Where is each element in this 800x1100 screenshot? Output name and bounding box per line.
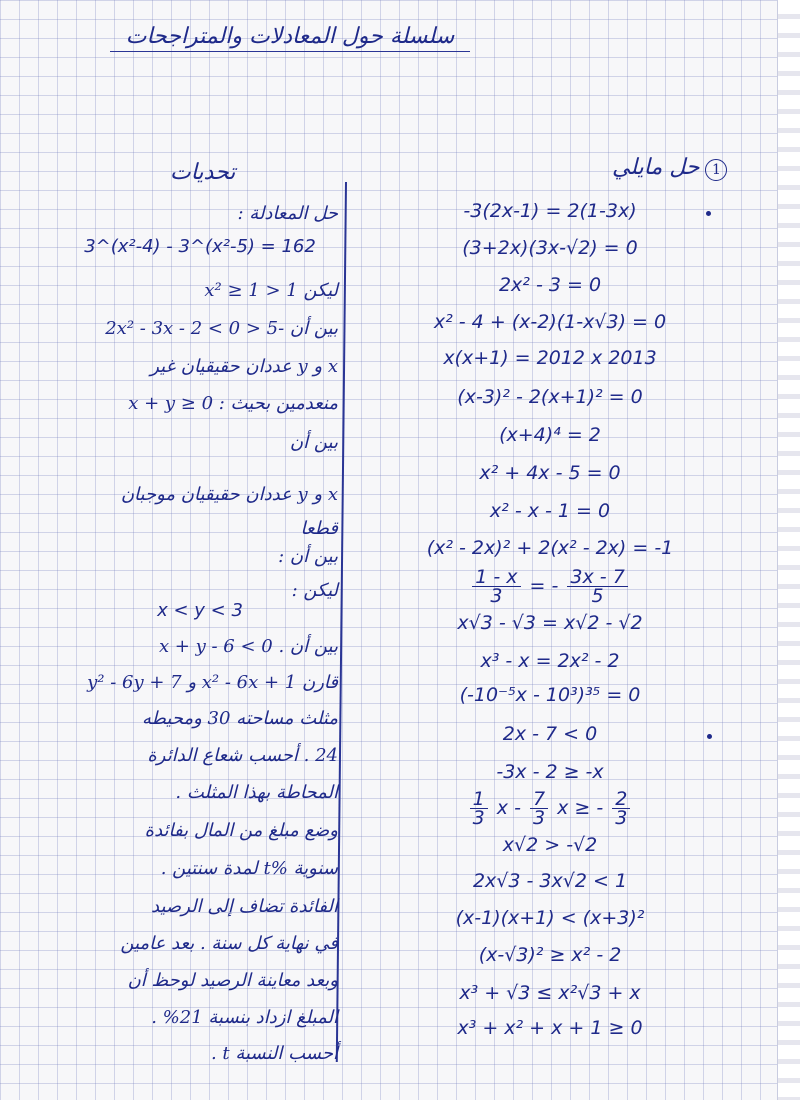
notebook-edge [777,0,800,1100]
frac-denominator: 3 [532,807,546,829]
exercise-number: 1 [705,159,727,181]
challenge-5-condition: x < y < 3 [157,600,243,621]
challenge-2-prove: بين أن -5 < 2x² - 3x - 2 < 0 [105,318,338,339]
frac-numerator: 1 [470,790,488,809]
equation-9: x² - x - 1 = 0 [489,500,611,522]
challenge-5-text: ليكن : [291,580,338,601]
column-divider [336,182,347,1062]
right-heading-text: حل مايلي [612,155,700,180]
frac-denominator: 3 [472,807,485,829]
challenge-7-line-1: وضع مبلغ من المال بفائدة [144,820,338,841]
challenge-5-compare: قارن x² - 6x + 1 و y² - 6y + 7 [87,672,338,693]
equation-11 [385,568,715,605]
equation-1: -3(2x-1) = 2(1-3x) [463,200,637,222]
frac-denominator: 3 [490,585,503,607]
frac-operator: x - [496,797,521,819]
inequation-3 [385,790,715,827]
challenge-3-condition: منعدمين بحيث : x + y ≥ 0 [128,393,338,414]
inequation-5: 2x√3 - 3x√2 < 1 [472,870,628,892]
frac-denominator: 5 [591,585,604,607]
frac-operator: = - [529,575,559,597]
challenge-6-line-1: مثلث مساحته 30 ومحيطه [142,708,338,729]
inequation-2: -3x - 2 ≥ -x [496,761,604,783]
challenge-7-line-4: في نهاية كل سنة . بعد عامين [120,933,338,954]
challenge-4-prove: بين أن : [278,546,338,567]
challenge-7-line-3: الفائدة تضاف إلى الرصيد [151,896,338,917]
frac-operator: x ≥ - [557,797,604,819]
inequation-4: x√2 > -√2 [502,834,598,856]
challenge-2-text: ليكن 1 < x² ≥ 1 [204,280,338,301]
challenge-3-prove: بين أن [289,432,338,453]
equation-8: x² + 4x - 5 = 0 [479,462,621,484]
equation-6: (x-3)² - 2(x+1)² = 0 [457,386,643,408]
equation-5: x(x+1) = 2012 x 2013 [443,347,657,369]
inequation-6: (x-1)(x+1) < (x+3)² [455,907,645,929]
equation-7: (x+4)⁴ = 2 [499,424,601,446]
equation-14: (-10⁻⁵x - 10³)³⁵ = 0 [459,684,641,706]
challenge-3-text: x و y عددان حقيقيان غير [150,356,338,377]
challenge-1-text: حل المعادلة : [237,203,338,224]
challenge-7-line-7: أحسب النسبة t . [210,1043,338,1064]
inequation-8: x³ + √3 ≤ x²√3 + x [459,982,641,1004]
frac-denominator: 3 [615,807,628,829]
inequation-9: x³ + x² + x + 1 ≥ 0 [457,1017,643,1039]
challenge-5-prove: بين أن . x + y - 6 < 0 [158,636,338,657]
challenge-4-text: x و y عددان حقيقيان موجبان [120,484,338,505]
challenge-4-strict: قطعا [300,518,338,539]
challenge-7-line-6: المبلغ ازداد بنسبة 21% . [151,1007,338,1028]
left-column-heading: تحديات [170,160,236,185]
inequation-1: 2x - 7 < 0 [502,723,598,745]
frac-numerator: 1 - x [472,568,520,587]
equation-12: x√3 - √3 = x√2 - √2 [457,612,643,634]
right-column-heading [612,155,727,181]
equation-10: (x² - 2x)² + 2(x² - 2x) = -1 [426,537,674,559]
inequation-7: (x-√3)² ≥ x² - 2 [478,944,622,966]
equation-13: x³ - x = 2x² - 2 [480,650,620,672]
challenge-7-line-5: وبعد معاينة الرصيد لوحظ أن [127,970,338,991]
challenge-6-line-2: 24 . أحسب شعاع الدائرة [147,745,338,766]
frac-numerator: 7 [530,790,548,809]
frac-numerator: 2 [612,790,630,809]
equation-4: x² - 4 + (x-2)(1-x√3) = 0 [433,311,667,333]
challenge-7-line-2: سنوية %t لمدة سنتين . [160,858,338,879]
frac-numerator: 3x - 7 [567,568,627,587]
page-title: سلسلة حول المعادلات والمتراجحات [110,24,470,52]
equation-2: (3+2x)(3x-√2) = 0 [462,237,638,259]
challenge-1-equation: 3^(x²-4) - 3^(x²-5) = 162 [84,236,316,257]
challenge-6-line-3: المحاطة بهذا المثلث . [175,782,338,803]
equation-3: 2x² - 3 = 0 [498,274,602,296]
